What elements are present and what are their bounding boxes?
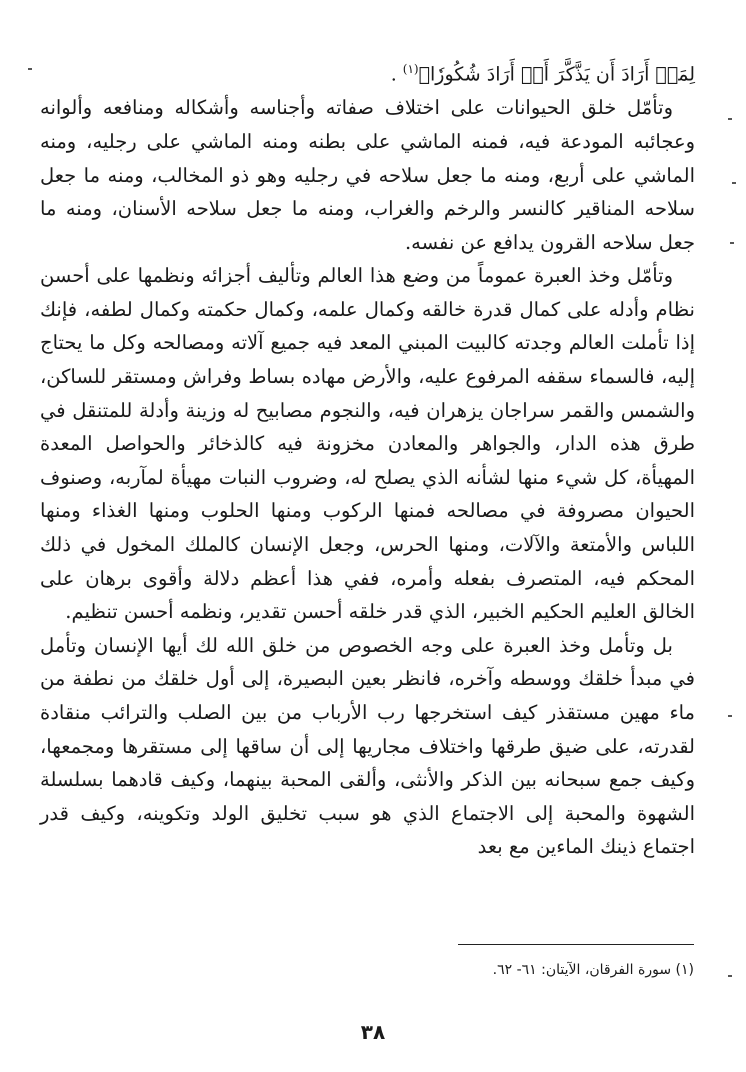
page-number: ٣٨ <box>360 1020 386 1044</box>
scan-speck <box>728 118 732 120</box>
scan-speck <box>28 68 32 70</box>
page-body <box>40 52 695 864</box>
scan-speck <box>728 715 732 717</box>
paragraph-animals: وتأمّل خلق الحيوانات على اختلاف صفاته وأجناسه وأشكاله ومنافعه وألوانه وعجائبه المودعة فيه، فمنه الماشي على بطنه ومنه الماشي على رجليه، ومنه الماشي على أربع، ومنه ما جعل سلاحه في رجليه وهو ذو المخالب، ومنه ما جعل سلاحه المناقير كالنسر والرخم والغراب، ومنه ما جعل سلاحه الأسنان، ومنه ما جعل سلاحه القرون يدافع عن نفسه. <box>40 96 696 254</box>
quran-verse-end: . <box>390 63 397 86</box>
footnote-divider <box>458 944 694 945</box>
paragraph-world-order: وتأمّل وخذ العبرة عموماً من وضع هذا العالم وتأليف أجزائه ونظمها على أحسن نظام وأدله على كمال قدرة خالقه وكمال علمه، وكمال حكمته وكمال لطفه، فإنك إذا تأملت العالم وجدته كالبيت المبني المعد فيه جميع آلاته ومصالحه وكل ما يحتاج إليه، فالسماء سقفه المرفوع عليه، والأرض مهاده بساط وفراش ومستقر للساكن، والشمس والقمر سراجان يزهران فيه، والنجوم مصابيح له وزينة وأدلة للمتنقل في طرق هذه الدار، والجواهر والمعادن مخزونة فيه كالذخائر والحواصل المعدة المهيأة، كل شيء منها لشأنه الذي يصلح له، وضروب النبات مهيأة لمآربه، وصنوف الحيوان مصروفة في مصالحه فمنها الركوب ومنها الحلوب ومنها الغذاء ومنها اللباس والأمتعة والآلات، ومنها الحرس، وجعل الإنسان كالملك المخول في ذلك المحكم فيه، المتصرف بفعله وأمره، ففي هذا أعظم دلالة وأقوى برهان على الخالق العليم الحكيم الخبير، الذي قدر خلقه أحسن تقدير، ونظمه أحسن تنظيم. <box>40 264 695 624</box>
scan-speck <box>732 182 736 184</box>
scan-speck <box>728 975 732 977</box>
footnote: (١) سورة الفرقان، الآيتان: ٦١- ٦٢. <box>492 962 694 978</box>
scan-speck <box>730 242 734 244</box>
quran-verse-text: لِمَنۡ أَرَادَ أَن يَذَّكَّرَ أَوۡ أَرَادَ شُكُورٗا﴾ <box>418 63 695 86</box>
paragraph-human-creation: بل وتأمل وخذ العبرة على وجه الخصوص من خلق الله لك أيها الإنسان وتأمل في مبدأ خلقك ووسطه وآخره، فانظر بعين البصيرة، إلى أول خلقك من نطفة من ماء مهين مستقذر كيف استخرجها رب الأرباب من بين الصلب والترائب منقادة لقدرته، على ضيق طرقها واختلاف مجاريها إلى أن ساقها إلى مستقرها ومجمعها، وكيف جمع سبحانه بين الذكر والأنثى، وألقى المحبة بينهما، وكيف قادهما بسلسلة الشهوة والمحبة إلى الاجتماع الذي هو سبب تخليق الولد وتكوينه، وكيف قدر اجتماع ذينك الماءين مع بعد <box>40 633 695 859</box>
quran-verse-line <box>40 52 695 91</box>
footnote-reference: (١) <box>402 62 419 76</box>
